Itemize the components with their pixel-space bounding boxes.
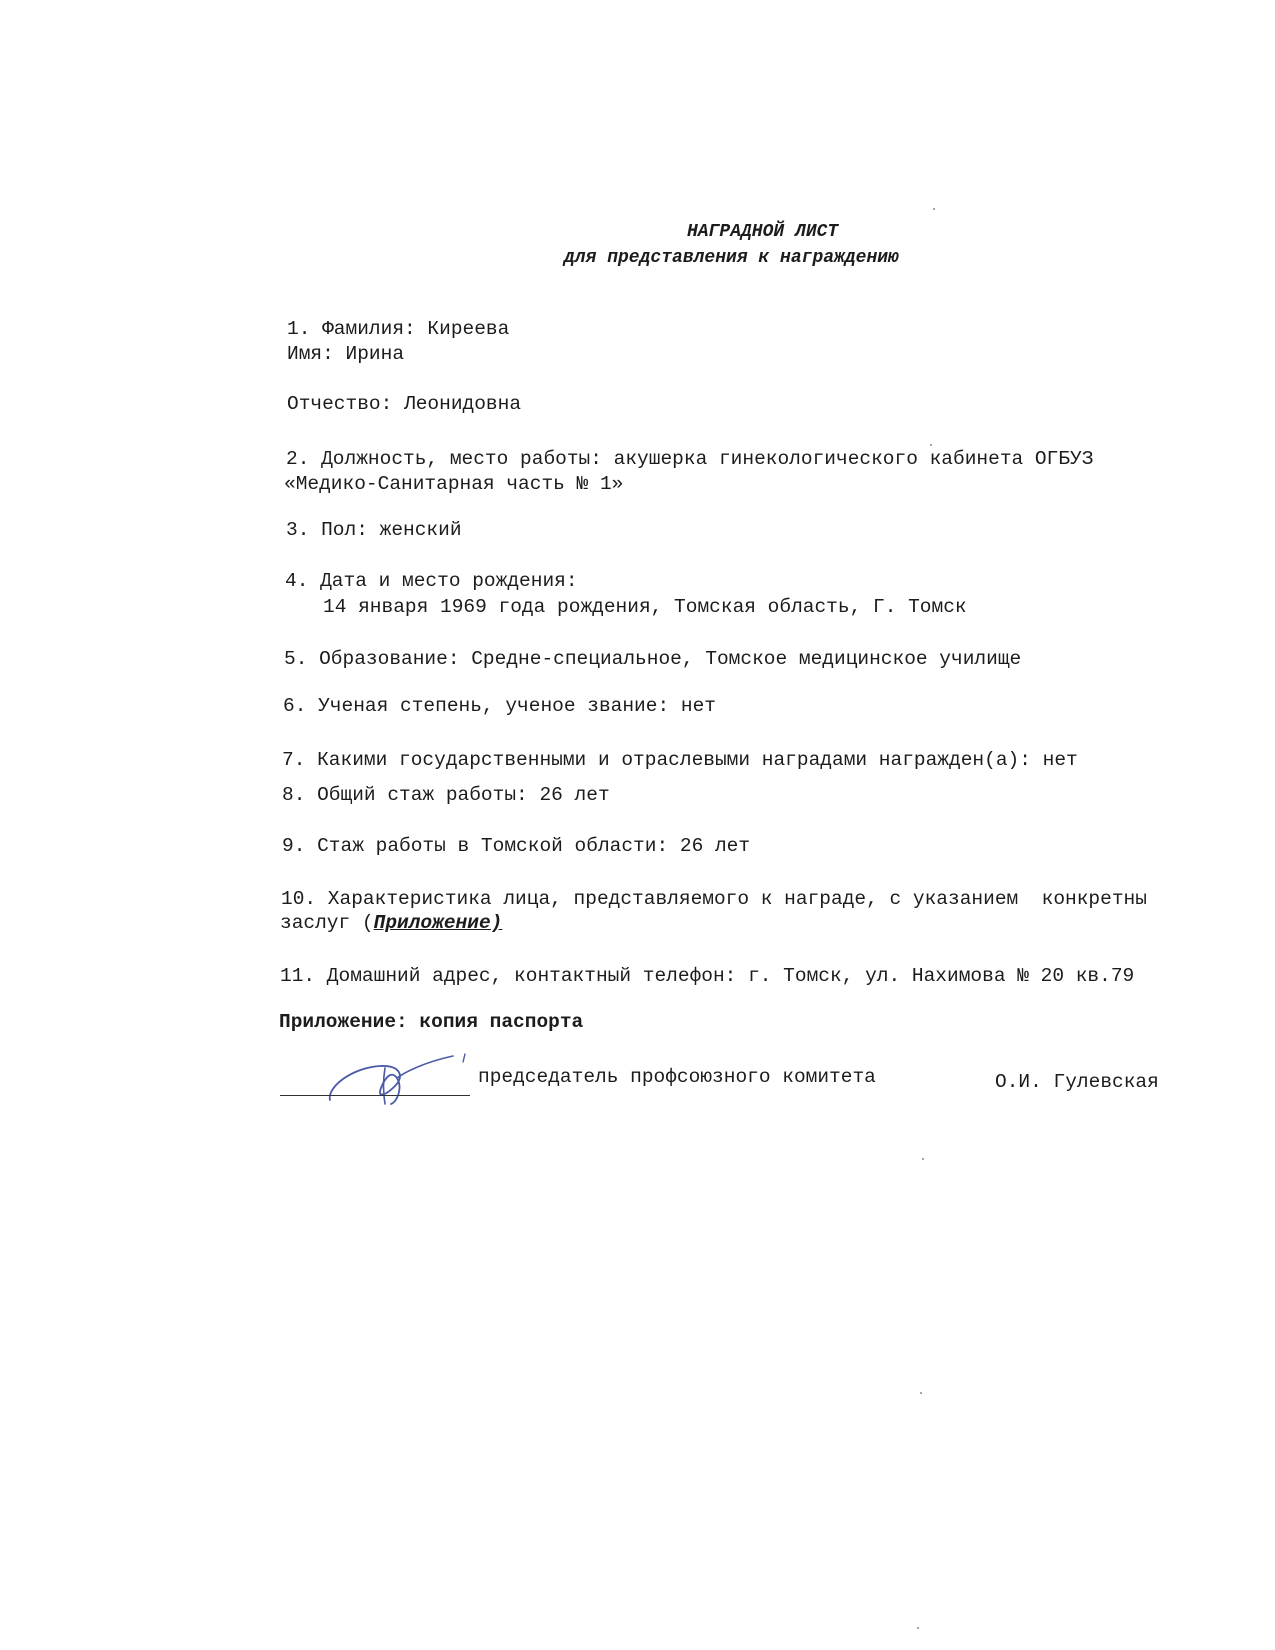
field-education: 5. Образование: Средне-специальное, Томское медицинское училище [284,648,1022,670]
field-characteristic-line1: 10. Характеристика лица, представляемого к награде, с указанием конкретны [281,888,1147,910]
scan-speck [933,208,935,210]
characteristic-prefix: заслуг ( [280,912,374,934]
signature-line [280,1095,470,1096]
field-awards: 7. Какими государственными и отраслевыми наградами награжден(а): нет [282,749,1078,771]
field-characteristic-line2 [280,914,502,934]
field-birth-label: 4. Дата и место рождения: [285,570,578,592]
field-position-line1: 2. Должность, место работы: акушерка гинекологического кабинета ОГБУЗ [286,448,1094,470]
field-degree: 6. Ученая степень, ученое звание: нет [283,695,716,717]
scan-speck [922,1158,924,1160]
field-region-experience: 9. Стаж работы в Томской области: 26 лет [282,835,751,857]
signatory-role: председатель профсоюзного комитета [478,1066,876,1088]
attachment-note: Приложение: копия паспорта [279,1011,584,1033]
scan-speck [917,1627,919,1629]
document-subtitle: для представления к награждению [564,248,899,268]
field-patronymic: Отчество: Леонидовна [287,393,522,415]
field-position-line2: «Медико-Санитарная часть № 1» [284,473,624,495]
field-name: Имя: Ирина [287,343,405,365]
field-address: 11. Домашний адрес, контактный телефон: г. Томск, ул. Нахимова № 20 кв.79 [280,965,1135,987]
field-birth-value: 14 января 1969 года рождения, Томская область, Г. Томск [323,596,967,618]
field-total-experience: 8. Общий стаж работы: 26 лет [282,784,610,806]
characteristic-appendix-link: Приложение) [373,912,503,934]
handwritten-signature [325,1048,485,1108]
document-title: НАГРАДНОЙ ЛИСТ [687,222,839,242]
scan-speck [920,1392,922,1394]
field-surname: 1. Фамилия: Киреева [287,318,510,340]
scan-speck [930,444,932,446]
field-gender: 3. Пол: женский [286,519,462,541]
signatory-name: О.И. Гулевская [995,1071,1159,1093]
